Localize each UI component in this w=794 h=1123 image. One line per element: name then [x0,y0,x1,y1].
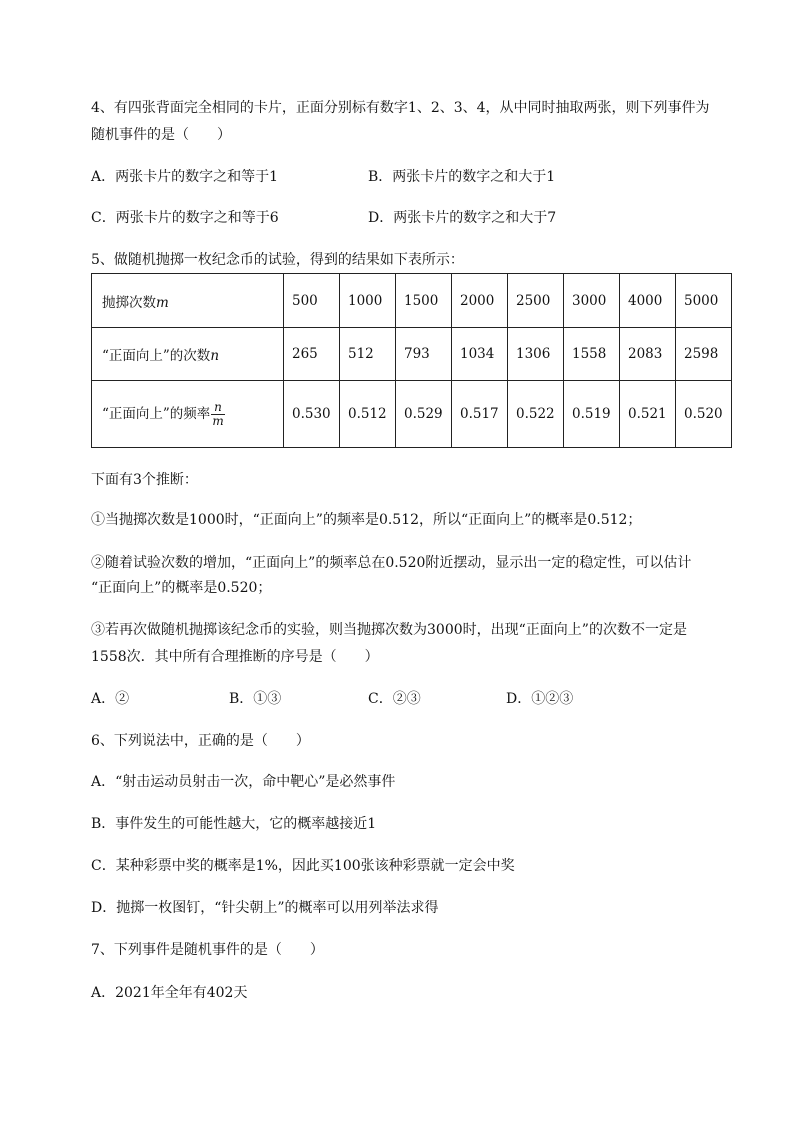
coin-toss-table [91,273,732,448]
q4-option-a: A．两张卡片的数字之和等于1 [91,169,279,185]
table-cell: 0.512 [340,381,396,448]
table-cell: 0.521 [620,381,676,448]
q5-inference-1: ①当抛掷次数是1000时，“正面向上”的频率是0.512，所以“正面向上”的概率是0.512； [91,512,642,528]
q5-inference-3-line2: 1558次．其中所有合理推断的序号是（ ） [91,649,379,665]
table-row-heads-count [92,328,732,381]
q6-stem: 6、下列说法中，正确的是（ ） [91,733,310,749]
table-cell: 265 [284,328,340,381]
table-cell: 1558 [564,328,620,381]
table-row-toss-count [92,274,732,328]
q7-option-a: A．2021年全年有402天 [91,985,248,1001]
q4-option-c: C．两张卡片的数字之和等于6 [91,210,279,226]
q5-inference-2-line1: ②随着试验次数的增加，“正面向上”的频率总在0.520附近摆动，显示出一定的稳定性，可以估计 [91,555,692,571]
table-cell: 5000 [676,274,732,328]
q4-option-d: D．两张卡片的数字之和大于7 [368,210,557,226]
table-cell: 3000 [564,274,620,328]
table-cell: 512 [340,328,396,381]
table-cell: 0.529 [396,381,452,448]
q5-option-d: D．①②③ [506,691,574,707]
q6-option-b: B．事件发生的可能性越大，它的概率越接近1 [91,816,377,832]
table-cell: 1000 [340,274,396,328]
table-header-heads-frequency: “正面向上”的频率 $\frac{n}{m}$ [92,381,284,448]
table-cell: 793 [396,328,452,381]
table-row-heads-frequency [92,381,732,448]
q6-option-d: D．抛掷一枚图钉，“针尖朝上”的概率可以用列举法求得 [91,900,439,916]
q6-option-c: C．某种彩票中奖的概率是1%，因此买100张该种彩票就一定会中奖 [91,858,515,874]
table-cell: 0.520 [676,381,732,448]
q5-inference-intro: 下面有3个推断： [91,472,198,488]
q4-stem-line1: 4、有四张背面完全相同的卡片，正面分别标有数字1、2、3、4，从中同时抽取两张，则下列事件为 [91,100,710,116]
q5-inference-2-line2: “正面向上”的概率是0.520； [91,580,272,596]
table-cell: 0.519 [564,381,620,448]
q7-stem: 7、下列事件是随机事件的是（ ） [91,942,324,958]
fraction-n-over-m: $\frac{n}{m}$ [212,399,224,428]
table-cell: 0.517 [452,381,508,448]
q6-option-a: A．“射击运动员射击一次，命中靶心”是必然事件 [91,774,396,790]
q5-stem: 5、做随机抛掷一枚纪念币的试验，得到的结果如下表所示： [91,252,464,268]
q5-option-c: C．②③ [368,691,421,707]
table-cell: 2083 [620,328,676,381]
table-cell: 2000 [452,274,508,328]
table-cell: 2598 [676,328,732,381]
table-cell: 1500 [396,274,452,328]
table-cell: 500 [284,274,340,328]
table-header-heads-count: “正面向上”的次数n [92,328,284,381]
table-cell: 0.522 [508,381,564,448]
table-cell: 1034 [452,328,508,381]
q5-option-b: B．①③ [229,691,282,707]
table-cell: 4000 [620,274,676,328]
q4-stem-line2: 随机事件的是（ ） [91,127,231,143]
q4-option-b: B．两张卡片的数字之和大于1 [368,169,556,185]
table-cell: 1306 [508,328,564,381]
table-cell: 0.530 [284,381,340,448]
q5-option-a: A．② [91,691,130,707]
q5-inference-3-line1: ③若再次做随机抛掷该纪念币的实验，则当抛掷次数为3000时，出现“正面向上”的次数不一定是 [91,622,687,638]
table-header-toss-count: 抛掷次数m [92,274,284,328]
table-cell: 2500 [508,274,564,328]
